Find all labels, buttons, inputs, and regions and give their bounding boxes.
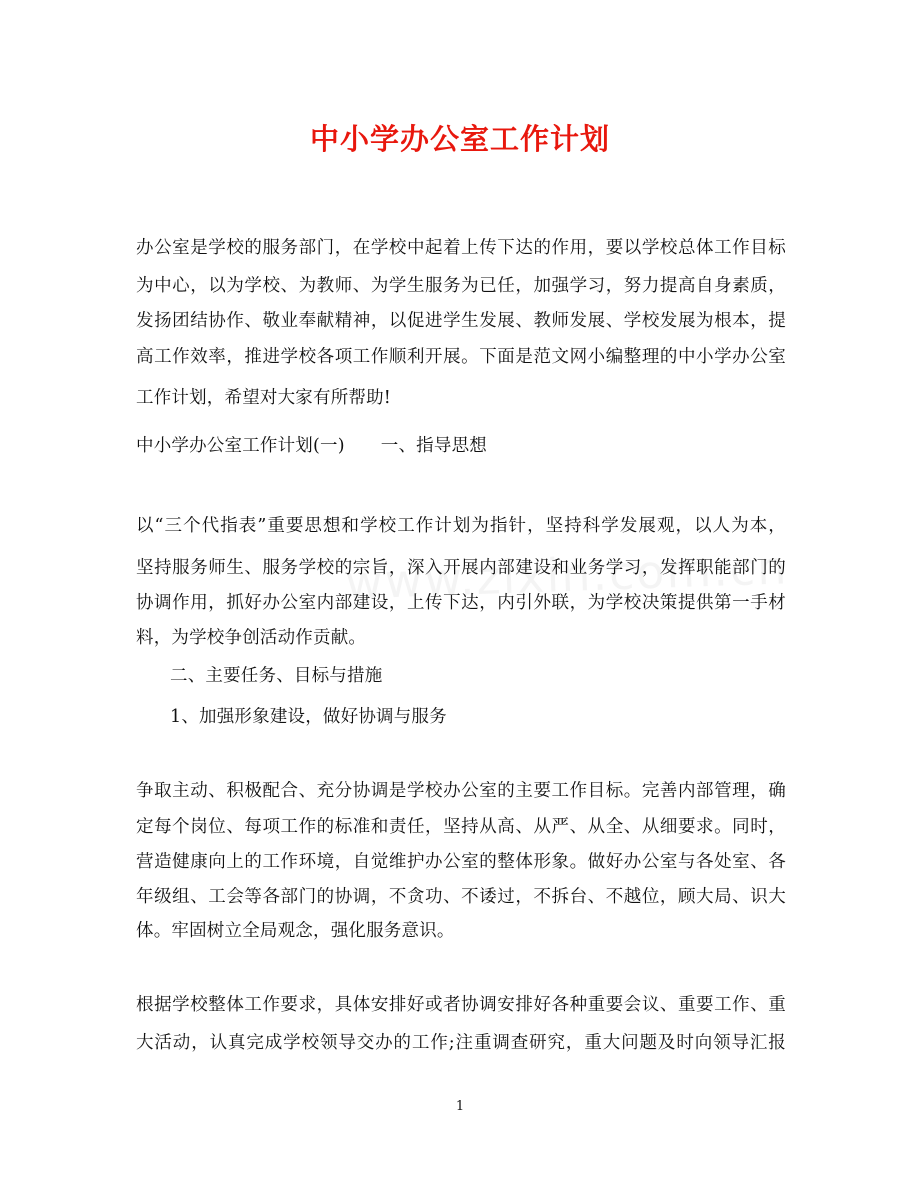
intro-line-2: 为中心，以为学校、为教师、为学生服务为已任，加强学习，努力提高自身素质， xyxy=(136,276,786,296)
guiding-line-4: 料，为学校争创活动作贡献。 xyxy=(136,628,367,648)
page-number: 1 xyxy=(455,1099,465,1114)
document-title: 中小学办公室工作计划 xyxy=(309,122,610,156)
section-subheading: 一、指导思想 xyxy=(380,436,487,456)
para3-line-5: 体。牢固树立全局观念，强化服务意识。 xyxy=(136,921,455,941)
intro-line-5: 工作计划，希望对大家有所帮助! xyxy=(136,388,392,408)
para3-line-3: 营造健康向上的工作环境，自觉维护办公室的整体形象。做好办公室与各处室、各 xyxy=(136,852,786,872)
para3-line-4: 年级组、工会等各部门的协调，不贪功、不诿过，不拆台、不越位，顾大局、识大 xyxy=(136,887,786,907)
guiding-line-1: 以“三个代指表”重要思想和学校工作计划为指针，坚持科学发展观，以人为本， xyxy=(136,516,786,536)
intro-line-3: 发扬团结协作、敬业奉献精神，以促进学生发展、教师发展、学校发展为根本，提 xyxy=(136,311,786,331)
heading-2: 二、主要任务、目标与措施 xyxy=(170,666,383,686)
section-heading: 中小学办公室工作计划(一) xyxy=(136,436,345,456)
para3-line-2: 定每个岗位、每项工作的标准和责任，坚持从高、从严、从全、从细要求。同时， xyxy=(136,817,786,837)
para4-line-1: 根据学校整体工作要求，具体安排好或者协调安排好各种重要会议、重要工作、重 xyxy=(136,995,786,1015)
para3-line-1: 争取主动、积极配合、充分协调是学校办公室的主要工作目标。完善内部管理，确 xyxy=(136,781,786,801)
section-heading-row xyxy=(136,434,786,458)
para4-line-2: 大活动，认真完成学校领导交办的工作;注重调查研究，重大问题及时向领导汇报 xyxy=(136,1033,786,1053)
heading-2-1: 1、加强形象建设，做好协调与服务 xyxy=(170,707,447,727)
intro-line-1: 办公室是学校的服务部门，在学校中起着上传下达的作用，要以学校总体工作目标 xyxy=(136,238,786,258)
guiding-line-2: 坚持服务师生、服务学校的宗旨，深入开展内部建设和业务学习，发挥职能部门的 xyxy=(136,558,786,578)
guiding-line-3: 协调作用，抓好办公室内部建设，上传下达，内引外联，为学校决策提供第一手材 xyxy=(136,593,786,613)
intro-line-4: 高工作效率，推进学校各项工作顺利开展。下面是范文网小编整理的中小学办公室 xyxy=(136,347,786,367)
